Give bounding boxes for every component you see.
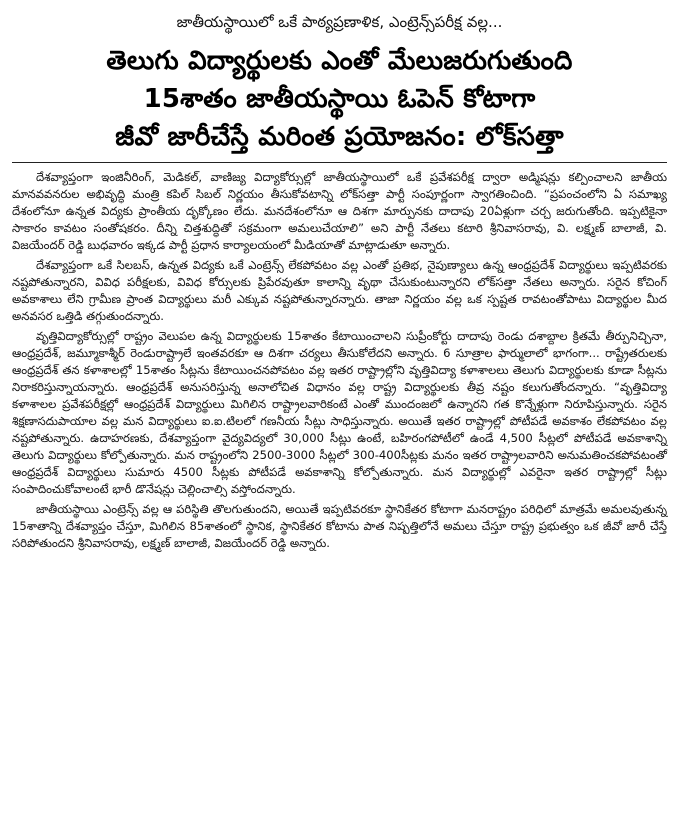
headline-line-1: తెలుగు విద్యార్థులకు ఎంతో మేలుజరుగుతుంది — [106, 46, 573, 76]
headline-line-2: 15శాతం జాతీయస్థాయి ఓపెన్ కోటాగా — [143, 84, 536, 114]
article-body — [12, 169, 667, 552]
paragraph-1: దేశవ్యాప్తంగా ఇంజినీరింగ్, మెడికల్, వాణిజ్య విద్యాకోర్సుల్లో జాతీయస్థాయిలో ఒకే ప్రవేశపరీక్ష ద్వారా అడ్మిషన్లు కల్పించాలని జాతీయ మానవవనరుల అభివృద్ధి మంత్రి కపిల్ సిబల్ నిర్ణయం తీసుకోవటాన్ని లోక్‌సత్తా పార్టీ సంపూర్ణంగా స్వాగతించింది. “ప్రపంచంలోని ఏ సమాఖ్య దేశంలోనూ ఉన్నత విద్యకు ప్రాంతీయ దృక్కోణం లేదు. మనదేశంలోనూ ఆ దిశగా మార్పునకు దాదాపు 20ఏళ్లుగా చర్చ జరుగుతోంది. ఇప్పటికైనా సాకారం కావటం సంతోషకరం. దీన్ని చిత్తశుద్ధితో సక్రమంగా అమలుచేయాలి” అని పార్టీ నేతలు కటారి శ్రీనివాసరావు, వి. లక్ష్మణ్ బాలాజీ, వి. విజయేందర్ రెడ్డి బుధవారం ఇక్కడ పార్టీ ప్రధాన కార్యాలయంలో మీడియాతో మాట్లాడుతూ అన్నారు. — [12, 170, 667, 252]
article-kicker: జాతీయస్థాయిలో ఒకే పాఠ్యప్రణాళిక, ఎంట్రెన్స్‌పరీక్ష వల్ల... — [176, 13, 503, 31]
paragraph-3: వృత్తివిద్యాకోర్సుల్లో రాష్ట్రం వెలుపల ఉన్న విద్యార్థులకు 15శాతం కేటాయించాలని సుప్రీంకోర్టు దాదాపు రెండు దశాబ్దాల క్రితమే తీర్పునిచ్చినా, ఆంధ్రప్రదేశ్, జమ్మూకాశ్మీర్ రెండురాష్ట్రాలే ఇంతవరకూ ఆ దిశగా చర్యలు తీసుకోలేదని అన్నారు. 6 సూత్రాల ఫార్ములాలో భాగంగా... రాష్ట్రేతరులకు ఆంధ్రప్రదేశ్ తన కళాశాలల్లో 15శాతం సీట్లను కేటాయించనపోవటం వల్ల ఇతర రాష్ట్రాల్లోని వృత్తివిద్యా కళాశాలలు తెలుగు విద్యార్థులకు కూడా సీట్లను నిరాకరిస్తున్నాయన్నారు. ఆంధ్రప్రదేశ్ అనుసరిస్తున్న అనాలోచిత విధానం వల్ల రాష్ట్ర విద్యార్థులకు తీవ్ర నష్టం కలుగుతోందన్నారు. “వృత్తివిద్యా కళాశాలల ప్రవేశపరీక్షల్లో ఆంధ్రప్రదేశ్ విద్యార్థులు మిగిలిన రాష్ట్రాలవారికంటే ఎంతో ముందంజలో ఉన్నారని గత కొన్నేళ్లుగా నిరూపిస్తున్నారు. సరైన శిక్షణాసదుపాయాల వల్ల మన విద్యార్థులు ఐ.ఐ.టిలలో గణనీయ సీట్లు సాధిస్తున్నారు. అయితే ఇతర రాష్ట్రాల్లో పోటీపడే అవకాశం లేకపోవటం వల్ల నష్టపోతున్నారు. ఉదాహరణకు, దేశవ్యాప్తంగా వైద్యవిద్యలో 30,000 సీట్లు ఉంటే, బహిరంగపోటీలో ఉండే 4,500 సీట్లలో పోటీపడే అవకాశాన్ని తెలుగు విద్యార్థులు కోల్పోతున్నారు. మన రాష్ట్రంలోని 2500-3000 సీట్లలో 300-400సీట్లకు మనం ఇతర రాష్ట్రాలవారిని అనుమతించకపోవటంతో ఆంధ్రప్రదేశ్ విద్యార్థులు సుమారు 4500 సీట్లకు పోటీపడే అవకాశాన్ని కోల్పోతున్నారు. మన విద్యార్థుల్లో ఎవరైనా ఇతర రాష్ట్రాల్లో సీట్లు సంపాదించుకోవాలంటే భారీ డొనేషన్లు చెల్లించాల్సి వస్తోందన్నారు. — [12, 329, 667, 496]
headline-divider — [12, 162, 667, 163]
headline-line-3: జీవో జారీచేస్తే మరింత ప్రయోజనం: లోక్‌సత్తా — [115, 122, 564, 152]
paragraph-2: దేశవ్యాప్తంగా ఒకే సిలబస్, ఉన్నత విద్యకు ఒకే ఎంట్రెన్స్ లేకపోవటం వల్ల ఎంతో ప్రతిభ, నైపుణ్యాలు ఉన్న ఆంధ్రప్రదేశ్ విద్యార్థులు ఇప్పటివరకు నష్టపోతున్నారని, వివిధ పరీక్షలకు, వివిధ కోర్సులకు ప్రిపేరవుతూ కాలాన్ని వృథా చేసుకుంటున్నారని లోక్‌సత్తా నేతలు అన్నారు. సరైన కోచింగ్ అవకాశాలు లేని గ్రామీణ ప్రాంత విద్యార్థులు మరీ ఎక్కువ నష్టపోతున్నారన్నారు. తాజా నిర్ణయం వల్ల ఒక స్పష్టత రావటంతోపాటు విద్యార్థుల మీద అనవసర ఒత్తిడి తగ్గుతుందన్నారు. — [12, 258, 667, 323]
paragraph-4: జాతీయస్థాయి ఎంట్రెన్స్ వల్ల ఆ పరిస్థితి తొలగుతుందని, అయితే ఇప్పటివరకూ స్థానికేతర కోటాగా మనరాష్ట్రం పరిధిలో మాత్రమే అమలవుతున్న 15శాతాన్ని దేశవ్యాప్తం చేస్తూ, మిగిలిన 85శాతంలో స్థానిక, స్థానికేతర కోటాను పాత నిష్పత్తిలోనే అమలు చేస్తూ రాష్ట్ర ప్రభుత్వం ఒక జీవో జారీ చేస్తే సరిపోతుందని శ్రీనివాసరావు, లక్ష్మణ్ బాలాజీ, విజయేందర్ రెడ్డి అన్నారు. — [12, 502, 667, 550]
